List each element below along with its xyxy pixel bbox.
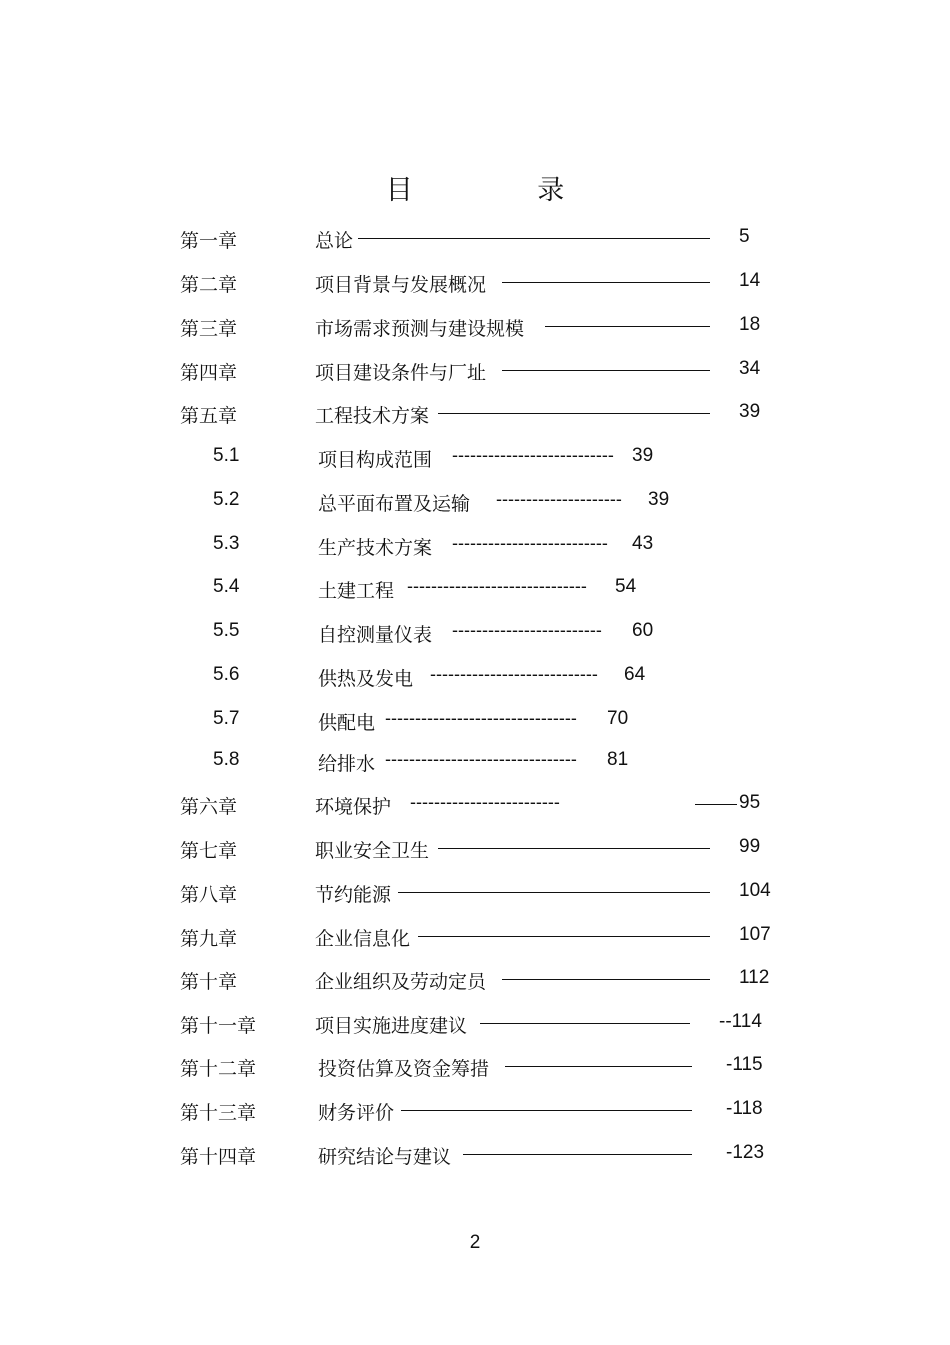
section-number: 5.1 (213, 445, 240, 466)
toc-subentry[interactable] (0, 533, 950, 563)
leader-line (401, 1110, 692, 1111)
leader-line (418, 936, 710, 937)
chapter-title: 市场需求预测与建设规模 (315, 318, 525, 340)
page-ref: 5 (739, 226, 750, 247)
toc-entry[interactable] (0, 880, 950, 910)
toc-entry[interactable] (0, 836, 950, 866)
leader-line (545, 326, 710, 327)
leader-line (398, 892, 710, 893)
page-ref: 112 (739, 967, 770, 988)
page-ref: 14 (739, 270, 761, 291)
page-ref: -115 (726, 1054, 763, 1075)
leader-dashes: -------------------------------- (385, 708, 577, 728)
section-number: 5.6 (213, 664, 240, 685)
leader-line (358, 238, 710, 239)
page-ref: 39 (632, 445, 654, 466)
chapter-title: 总论 (315, 230, 354, 252)
leader-line (480, 1023, 690, 1024)
page-ref: 43 (632, 533, 654, 554)
chapter-label: 第八章 (180, 884, 238, 906)
section-title: 自控测量仪表 (318, 624, 433, 646)
chapter-label: 第三章 (180, 318, 238, 340)
page-ref: 107 (739, 924, 771, 945)
page-ref: 95 (739, 792, 761, 813)
page-ref: 81 (607, 749, 629, 770)
toc-subentry[interactable] (0, 445, 950, 475)
chapter-label: 第十三章 (180, 1102, 257, 1124)
toc-entry[interactable] (0, 1011, 950, 1041)
toc-entry[interactable] (0, 967, 950, 997)
toc-subentry[interactable] (0, 749, 950, 779)
chapter-label: 第十二章 (180, 1058, 257, 1080)
toc-subentry[interactable] (0, 576, 950, 606)
chapter-label: 第九章 (180, 928, 238, 950)
chapter-label: 第四章 (180, 362, 238, 384)
chapter-label: 第七章 (180, 840, 238, 862)
leader-dashes: ------------------------- (410, 792, 560, 812)
chapter-label: 第五章 (180, 405, 238, 427)
page-ref: 99 (739, 836, 761, 857)
leader-dashes: ------------------------- (452, 620, 602, 640)
leader-line (438, 413, 710, 414)
section-title: 总平面布置及运输 (318, 493, 471, 515)
page-ref: 39 (739, 401, 761, 422)
section-title: 项目构成范围 (318, 449, 433, 471)
page-number: 2 (469, 1232, 481, 1253)
leader-line (502, 979, 710, 980)
chapter-title: 企业组织及劳动定员 (315, 971, 487, 993)
chapter-label: 第十四章 (180, 1146, 257, 1168)
chapter-title: 项目建设条件与厂址 (315, 362, 487, 384)
leader-dashes: -------------------------- (452, 533, 608, 553)
leader-line (505, 1066, 692, 1067)
toc-entry[interactable] (0, 226, 950, 256)
leader-line (502, 282, 710, 283)
chapter-label: 第十章 (180, 971, 238, 993)
page-ref: 104 (739, 880, 771, 901)
toc-entry[interactable] (0, 358, 950, 388)
toc-entry[interactable] (0, 270, 950, 300)
page-ref: 64 (624, 664, 646, 685)
section-title: 生产技术方案 (318, 537, 433, 559)
section-number: 5.2 (213, 489, 240, 510)
toc-subentry[interactable] (0, 620, 950, 650)
chapter-title: 财务评价 (318, 1102, 395, 1124)
chapter-title: 投资估算及资金筹措 (318, 1058, 490, 1080)
toc-title: 目 录 (385, 175, 623, 206)
page-ref: -118 (726, 1098, 763, 1119)
chapter-label: 第六章 (180, 796, 238, 818)
page-ref: -123 (726, 1142, 765, 1163)
section-title: 土建工程 (318, 580, 395, 602)
page-ref: 54 (615, 576, 637, 597)
toc-subentry[interactable] (0, 489, 950, 519)
chapter-title: 环境保护 (315, 796, 392, 818)
chapter-title: 研究结论与建议 (318, 1146, 452, 1168)
leader-dashes: -------------------------------- (385, 749, 577, 769)
page-ref: --114 (719, 1011, 762, 1032)
leader-line (463, 1154, 692, 1155)
section-number: 5.5 (213, 620, 240, 641)
toc-subentry[interactable] (0, 664, 950, 694)
leader-dashes: ---------------------------- (430, 664, 598, 684)
page-ref: 60 (632, 620, 654, 641)
section-number: 5.8 (213, 749, 240, 770)
page-ref: 34 (739, 358, 761, 379)
section-number: 5.4 (213, 576, 240, 597)
toc-entry[interactable] (0, 1098, 950, 1128)
chapter-title: 项目背景与发展概况 (315, 274, 487, 296)
chapter-title: 职业安全卫生 (315, 840, 430, 862)
page-ref: 39 (648, 489, 670, 510)
leader-dashes: ------------------------------ (407, 576, 587, 596)
leader-line (438, 848, 710, 849)
chapter-label: 第十一章 (180, 1015, 257, 1037)
toc-entry[interactable] (0, 924, 950, 954)
page-ref: 18 (739, 314, 761, 335)
toc-entry[interactable] (0, 1054, 950, 1084)
toc-entry[interactable] (0, 792, 950, 822)
chapter-label: 第二章 (180, 274, 238, 296)
chapter-title: 项目实施进度建议 (315, 1015, 468, 1037)
section-title: 供配电 (318, 712, 376, 734)
page-ref: 70 (607, 708, 629, 729)
chapter-title: 节约能源 (315, 884, 392, 906)
section-number: 5.3 (213, 533, 240, 554)
chapter-label: 第一章 (180, 230, 238, 252)
toc-subentry[interactable] (0, 708, 950, 738)
leader-line (695, 804, 737, 805)
chapter-title: 企业信息化 (315, 928, 411, 950)
leader-line (502, 370, 710, 371)
leader-dashes: --------------------------- (452, 445, 614, 465)
toc-entry[interactable] (0, 314, 950, 344)
leader-dashes: --------------------- (496, 489, 622, 509)
toc-entry[interactable] (0, 401, 950, 431)
chapter-title: 工程技术方案 (315, 405, 430, 427)
toc-entry[interactable] (0, 1142, 950, 1172)
section-title: 给排水 (318, 753, 376, 775)
section-number: 5.7 (213, 708, 240, 729)
section-title: 供热及发电 (318, 668, 414, 690)
